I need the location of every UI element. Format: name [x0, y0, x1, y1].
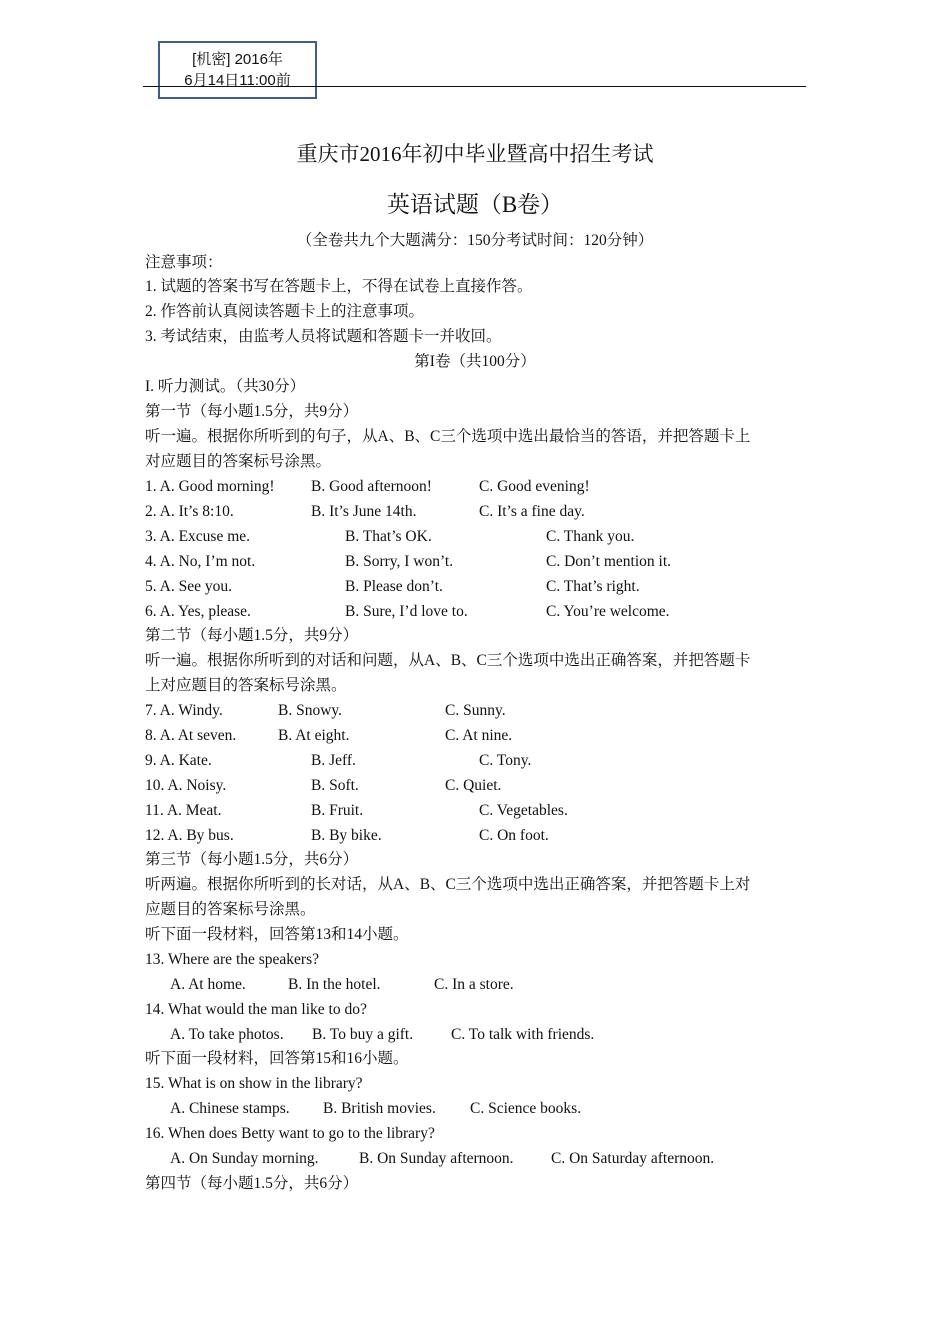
question-option-c: C. In a store.: [434, 976, 514, 993]
part-heading: I. 听力测试。（共30分）: [145, 378, 306, 395]
section-instruction: 应题目的答案标号涂黑。: [145, 901, 316, 918]
question-option-c: C. On foot.: [479, 827, 549, 844]
question-option-c: C. At nine.: [445, 727, 513, 744]
section-instruction: 上对应题目的答案标号涂黑。: [145, 677, 347, 694]
section-instruction: 对应题目的答案标号涂黑。: [145, 453, 332, 470]
question-option-c: C. Thank you.: [546, 528, 635, 545]
exam-subtitle: 英语试题（B卷）: [386, 192, 564, 217]
question-option-b: B. At eight.: [278, 727, 350, 744]
question-option-c: C. That’s right.: [546, 578, 640, 595]
question-option-a: 10. A. Noisy.: [145, 777, 227, 794]
question-option-c: C. Tony.: [479, 752, 532, 769]
material-note: 听下面一段材料，回答第13和14小题。: [145, 926, 409, 943]
question-option-c: C. Good evening!: [479, 478, 590, 495]
question-option-a: A. On Sunday morning.: [170, 1150, 319, 1167]
section-heading: 第三节（每小题1.5分，共6分）: [145, 851, 359, 868]
question-option-c: C. On Saturday afternoon.: [551, 1150, 715, 1167]
question-option-c: C. To talk with friends.: [451, 1026, 595, 1043]
question-option-c: C. Sunny.: [445, 702, 506, 719]
question-option-a: A. At home.: [170, 976, 246, 993]
volume-heading: 第I卷（共100分）: [414, 353, 536, 370]
notes-heading: 注意事项：: [145, 254, 223, 271]
section-instruction: 听一遍。根据你所听到的对话和问题，从A、B、C三个选项中选出正确答案，并把答题卡: [145, 652, 751, 669]
section-instruction: 听一遍。根据你所听到的句子，从A、B、C三个选项中选出最恰当的答语，并把答题卡上: [145, 428, 751, 445]
question-option-a: A. Chinese stamps.: [170, 1100, 290, 1117]
question-option-b: B. Please don’t.: [345, 578, 443, 595]
question-option-a: 12. A. By bus.: [145, 827, 234, 844]
question-option-a: 6. A. Yes, please.: [145, 603, 251, 620]
question-option-b: B. Jeff.: [311, 752, 356, 769]
header-rule: [143, 86, 806, 87]
question-option-a: A. To take photos.: [170, 1026, 284, 1043]
question-stem: 15. What is on show in the library?: [145, 1075, 363, 1092]
question-stem: 16. When does Betty want to go to the library?: [145, 1125, 435, 1142]
exam-info: （全卷共九个大题满分：150分考试时间：120分钟）: [296, 232, 654, 249]
question-option-b: B. To buy a gift.: [312, 1026, 414, 1043]
question-option-b: B. Good afternoon!: [311, 478, 432, 495]
question-option-b: B. British movies.: [323, 1100, 436, 1117]
question-option-a: 2. A. It’s 8:10.: [145, 503, 234, 520]
question-option-a: 1. A. Good morning!: [145, 478, 275, 495]
question-option-c: C. Don’t mention it.: [546, 553, 672, 570]
section-heading: 第一节（每小题1.5分，共9分）: [145, 403, 359, 420]
question-option-a: 4. A. No, I’m not.: [145, 553, 256, 570]
stamp-line-1: [机密] 2016年: [192, 51, 283, 68]
confidential-stamp: [158, 41, 317, 99]
stamp-line-2: 6月14日11:00前: [184, 72, 291, 89]
question-option-a: 3. A. Excuse me.: [145, 528, 251, 545]
question-option-b: B. On Sunday afternoon.: [359, 1150, 514, 1167]
section-heading: 第四节（每小题1.5分，共6分）: [145, 1175, 359, 1192]
question-option-b: B. Sorry, I won’t.: [345, 553, 454, 570]
note-item: 3. 考试结束，由监考人员将试题和答题卡一并收回。: [145, 328, 502, 345]
question-option-b: B. That’s OK.: [345, 528, 432, 545]
question-option-a: 11. A. Meat.: [145, 802, 222, 819]
question-option-c: C. Vegetables.: [479, 802, 568, 819]
section-instruction: 听两遍。根据你所听到的长对话，从A、B、C三个选项中选出正确答案，并把答题卡上对: [145, 876, 751, 893]
question-option-b: B. In the hotel.: [288, 976, 381, 993]
question-option-c: C. You’re welcome.: [546, 603, 670, 620]
note-item: 2. 作答前认真阅读答题卡上的注意事项。: [145, 303, 425, 320]
question-option-a: 9. A. Kate.: [145, 752, 212, 769]
question-stem: 14. What would the man like to do?: [145, 1001, 367, 1018]
question-option-c: C. It’s a fine day.: [479, 503, 585, 520]
section-heading: 第二节（每小题1.5分，共9分）: [145, 627, 359, 644]
question-option-b: B. Sure, I’d love to.: [345, 603, 468, 620]
question-option-b: B. It’s June 14th.: [311, 503, 417, 520]
question-option-b: B. Snowy.: [278, 702, 343, 719]
question-option-c: C. Quiet.: [445, 777, 502, 794]
material-note: 听下面一段材料，回答第15和16小题。: [145, 1050, 409, 1067]
question-stem: 13. Where are the speakers?: [145, 951, 319, 968]
question-option-a: 5. A. See you.: [145, 578, 232, 595]
question-option-b: B. By bike.: [311, 827, 382, 844]
note-item: 1. 试题的答案书写在答题卡上，不得在试卷上直接作答。: [145, 278, 533, 295]
question-option-c: C. Science books.: [470, 1100, 582, 1117]
question-option-a: 8. A. At seven.: [145, 727, 237, 744]
question-option-b: B. Soft.: [311, 777, 359, 794]
exam-title: 重庆市2016年初中毕业暨高中招生考试: [296, 142, 654, 166]
question-option-a: 7. A. Windy.: [145, 702, 223, 719]
question-option-b: B. Fruit.: [311, 802, 364, 819]
